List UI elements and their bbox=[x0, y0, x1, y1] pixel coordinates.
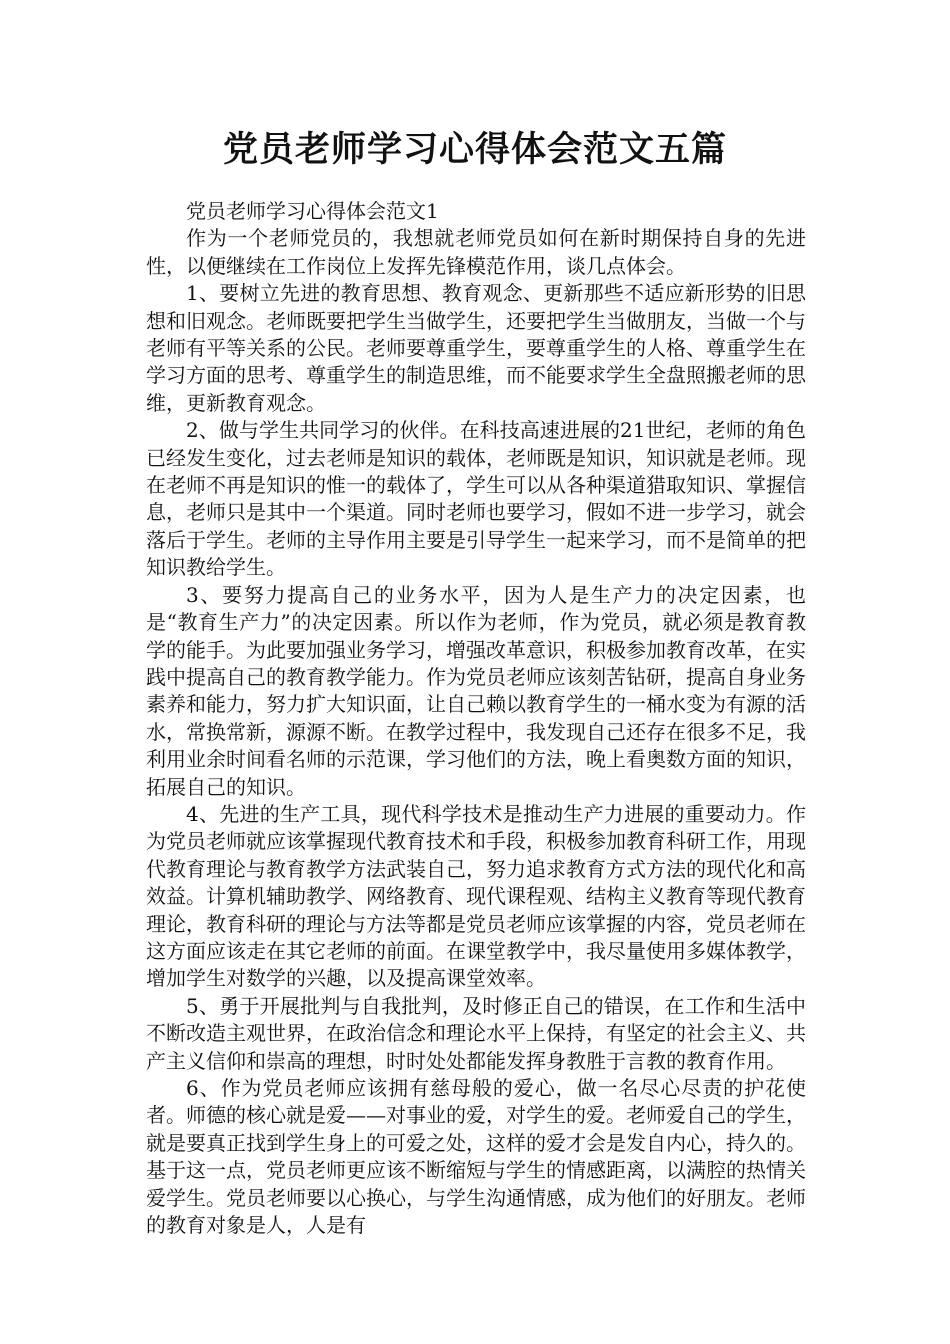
paragraph-point-1: 1、要树立先进的教育思想、教育观念、更新那些不适应新形势的旧思想和旧观念。老师既要把学生当做学生，还要把学生当做朋友，当做一个与老师有平等关系的公民。老师要尊重学生，要尊重学生的人格、尊重学生在学习方面的思考、尊重学生的制造思维，而不能要求学生全盘照搬老师的思维，更新教育观念。 bbox=[146, 281, 806, 415]
paragraph-intro: 作为一个老师党员的，我想就老师党员如何在新时期保持自身的先进性，以便继续在工作岗位上发挥先锋模范作用，谈几点体会。 bbox=[146, 226, 806, 278]
document-title: 党员老师学习心得体会范文五篇 bbox=[222, 130, 727, 170]
paragraph-point-5: 5、勇于开展批判与自我批判，及时修正自己的错误，在工作和生活中不断改造主观世界，在政治信念和理论水平上保持，有坚定的社会主义、共产主义信仰和崇高的理想，时时处处都能发挥身教胜于言教的教育作用。 bbox=[146, 993, 806, 1073]
paragraph-point-4: 4、先进的生产工具，现代科学技术是推动生产力进展的重要动力。作为党员老师就应该掌握现代教育技术和手段，积极参加教育科研工作，用现代教育理论与教育教学方法武装自己，努力追求教育方式方法的现代化和高效益。计算机辅助教学、网络教育、现代课程观、结构主义教育等现代教育理论，教育科研的理论与方法等都是党员老师应该掌握的内容，党员老师在这方面应该走在其它老师的前面。在课堂教学中，我尽量使用多媒体教学，增加学生对数学的兴趣，以及提高课堂效率。 bbox=[146, 801, 806, 991]
paragraph-point-2: 2、做与学生共同学习的伙伴。在科技高速进展的21世纪，老师的角色已经发生变化，过去老师是知识的载体，老师既是知识，知识就是老师。现在老师不再是知识的惟一的载体了，学生可以从各种渠道猎取知识、掌握信息，老师只是其中一个渠道。同时老师也要学习，假如不进一步学习，就会落后于学生。老师的主导作用主要是引导学生一起来学习，而不是简单的把知识教给学生。 bbox=[146, 418, 806, 580]
document-body bbox=[146, 198, 806, 1239]
paragraph-point-6: 6、作为党员老师应该拥有慈母般的爱心，做一名尽心尽责的护花使者。师德的核心就是爱——对事业的爱，对学生的爱。老师爱自己的学生，就是要真正找到学生身上的可爱之处，这样的爱才会是发自内心，持久的。基于这一点，党员老师更应该不断缩短与学生的情感距离，以满腔的热情关爱学生。党员老师要以心换心，与学生沟通情感，成为他们的好朋友。老师的教育对象是人，人是有 bbox=[146, 1076, 806, 1238]
section-heading: 党员老师学习心得体会范文1 bbox=[186, 199, 439, 223]
paragraph-point-3: 3、要努力提高自己的业务水平，因为人是生产力的决定因素，也是“教育生产力”的决定因素。所以作为老师，作为党员，就必须是教育教学的能手。为此要加强业务学习，增强改革意识，积极参加教育改革，在实践中提高自己的教育教学能力。作为党员老师应该刻苦钻研，提高自身业务素养和能力，努力扩大知识面，让自己赖以教育学生的一桶水变为有源的活水，常换常新，源源不断。在教学过程中，我发现自己还存在很多不足，我利用业余时间看名师的示范课，学习他们的方法，晚上看奥数方面的知识，拓展自己的知识。 bbox=[146, 582, 806, 799]
